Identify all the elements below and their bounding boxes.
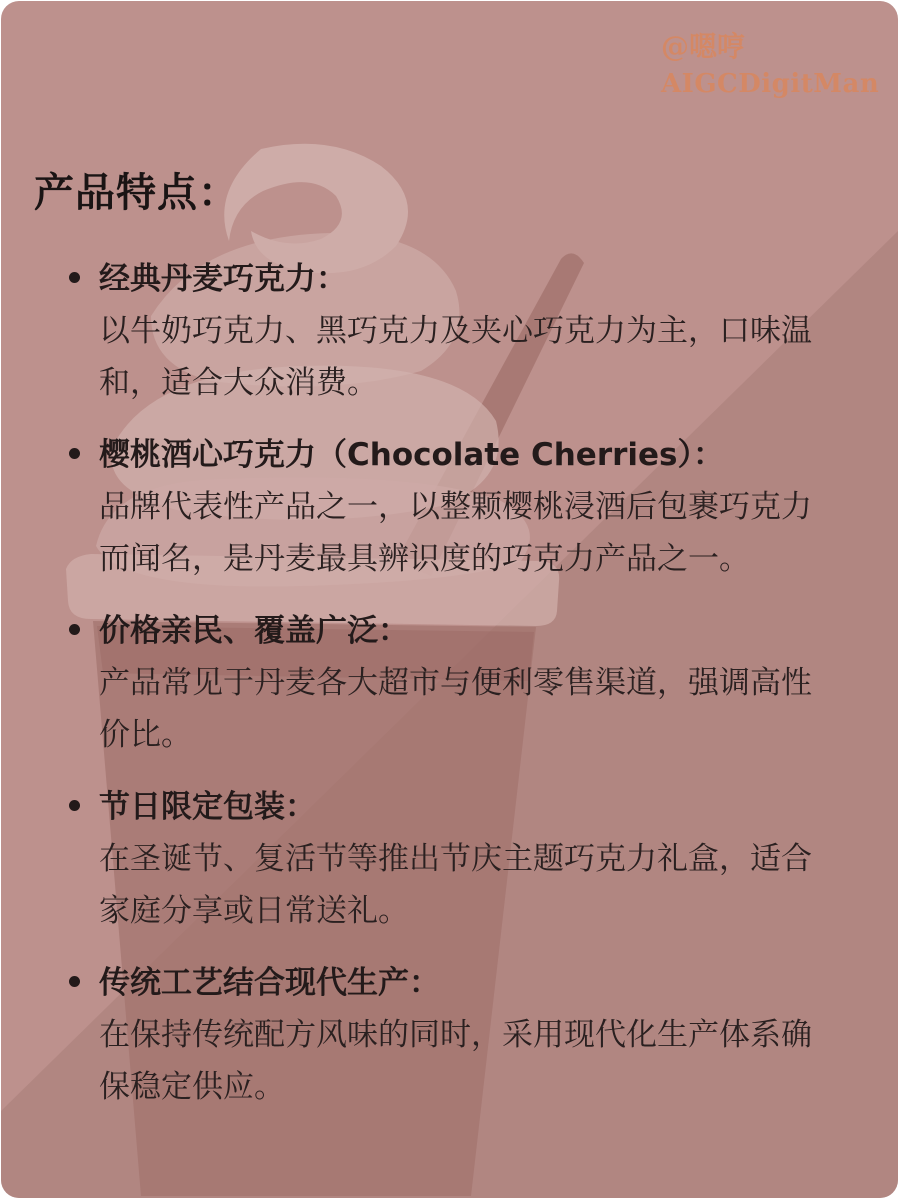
feature-title: 价格亲民、覆盖广泛： bbox=[99, 613, 409, 649]
watermark-brand: AIGCDigitMan bbox=[661, 69, 880, 99]
bullet-dot bbox=[69, 976, 80, 987]
bullet-dot bbox=[69, 800, 80, 811]
feature-description: 品牌代表性产品之一，以整颗樱桃浸酒后包裹巧克力而闻名，是丹麦最具辨识度的巧克力产品之一。 bbox=[99, 489, 812, 577]
list-item bbox=[67, 781, 827, 937]
feature-description: 在保持传统配方风味的同时，采用现代化生产体系确保稳定供应。 bbox=[99, 1017, 812, 1105]
feature-description: 在圣诞节、复活节等推出节庆主题巧克力礼盒，适合家庭分享或日常送礼。 bbox=[99, 841, 812, 929]
feature-list bbox=[67, 253, 827, 1133]
bullet-dot bbox=[69, 624, 80, 635]
feature-title: 节日限定包装： bbox=[99, 789, 316, 825]
feature-description: 产品常见于丹麦各大超市与便利零售渠道，强调高性价比。 bbox=[99, 665, 812, 753]
list-item bbox=[67, 429, 827, 585]
product-features-card bbox=[1, 1, 898, 1198]
bullet-dot bbox=[69, 272, 80, 283]
page-title: 产品特点： bbox=[34, 170, 239, 216]
list-item bbox=[67, 253, 827, 409]
list-item bbox=[67, 957, 827, 1113]
bullet-dot bbox=[69, 448, 80, 459]
watermark bbox=[661, 29, 879, 101]
list-item bbox=[67, 605, 827, 761]
feature-title: 樱桃酒心巧克力（Chocolate Cherries）： bbox=[99, 437, 724, 473]
watermark-handle: @嗯哼 bbox=[661, 30, 746, 63]
feature-title: 传统工艺结合现代生产： bbox=[99, 965, 440, 1001]
feature-description: 以牛奶巧克力、黑巧克力及夹心巧克力为主，口味温和，适合大众消费。 bbox=[99, 313, 812, 401]
feature-title: 经典丹麦巧克力： bbox=[99, 261, 347, 297]
